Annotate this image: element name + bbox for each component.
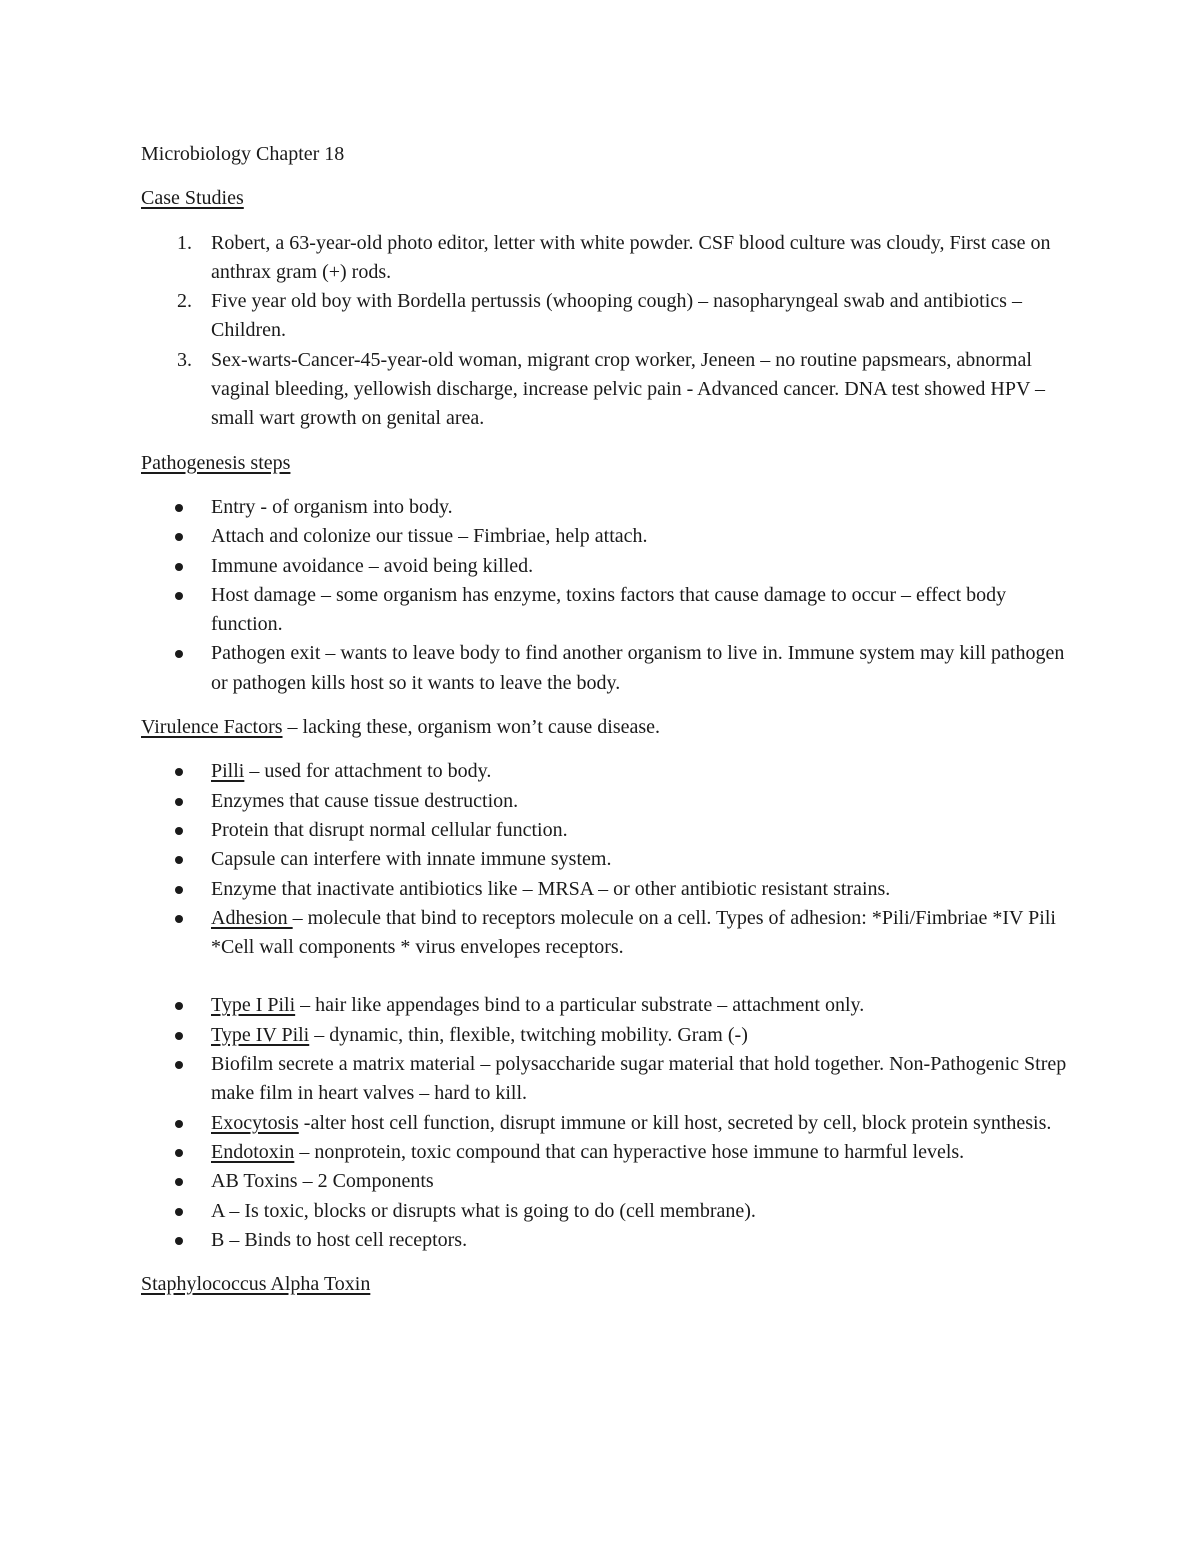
virulence-list-b [141,991,1071,1255]
list-item-term: Exocytosis [211,1111,299,1134]
staph-heading [141,1270,1071,1299]
list-item [141,1138,1071,1167]
list-item [141,346,1071,434]
bullet-icon [175,1208,183,1216]
list-item-text: – used for attachment to body. [244,760,492,783]
bullet-icon [175,915,183,923]
blank-line [141,962,1071,991]
case-studies-heading-text: Case Studies [141,187,244,210]
list-item-text: B – Binds to host cell receptors. [211,1228,468,1251]
list-item [141,875,1071,904]
bullet-icon [175,1149,183,1157]
list-item [141,904,1071,963]
bullet-icon [175,1237,183,1245]
list-item [141,1050,1071,1109]
bullet-icon [175,592,183,600]
bullet-icon [175,856,183,864]
list-item-text: -alter host cell function, disrupt immune or kill host, secreted by cell, block protein synthesis. [298,1111,1052,1134]
list-item [141,1197,1071,1226]
bullet-icon [175,1002,183,1010]
list-item-term: Pilli [211,760,245,783]
list-item-text: AB Toxins – 2 Components [211,1170,434,1193]
list-number: 1. [177,231,192,254]
list-item-text: Entry - of organism into body. [211,495,453,518]
staph-heading-text: Staphylococcus Alpha Toxin [141,1273,371,1296]
bullet-icon [175,1120,183,1128]
bullet-icon [175,533,183,541]
document-title: Microbiology Chapter 18 [141,143,345,165]
list-item [141,287,1071,346]
bullet-icon [175,504,183,512]
list-item-text: – nonprotein, toxic compound that can hyperactive hose immune to harmful levels. [294,1140,965,1163]
pathogenesis-heading [141,449,1071,478]
list-item-text: – molecule that bind to receptors molecule on a cell. Types of adhesion: *Pili/Fimbriae *IV Pili *Cell wall components * virus envelopes receptors. [211,906,1056,959]
list-item-text: A – Is toxic, blocks or disrupts what is going to do (cell membrane). [211,1199,756,1222]
list-item [141,522,1071,551]
list-item [141,816,1071,845]
list-item-text: Immune avoidance – avoid being killed. [211,554,534,577]
list-item-term: Type I Pili [211,994,296,1017]
list-item [141,1021,1071,1050]
bullet-icon [175,1032,183,1040]
list-item [141,757,1071,786]
bullet-icon [175,768,183,776]
list-item [141,991,1071,1020]
bullet-icon [175,827,183,835]
pathogenesis-list [141,493,1071,698]
list-item-text: Capsule can interfere with innate immune system. [211,848,612,871]
list-item-term: Endotoxin [211,1140,295,1163]
list-item [141,552,1071,581]
list-item-text: – hair like appendages bind to a particular substrate – attachment only. [295,994,865,1017]
case-studies-list [141,229,1071,434]
list-item-text: Protein that disrupt normal cellular function. [211,818,568,841]
document-page [141,140,1071,1314]
case-studies-heading [141,184,1071,213]
pathogenesis-heading-text: Pathogenesis steps [141,451,291,474]
list-item-term: Type IV Pili [211,1023,310,1046]
virulence-heading-text: Virulence Factors [141,716,283,739]
bullet-icon [175,1178,183,1186]
list-item-text: Robert, a 63-year-old photo editor, letter with white powder. CSF blood culture was cloudy, First case on anthrax gram (+) rods. [211,231,1051,283]
list-item-text: Five year old boy with Bordella pertussis (whooping cough) – nasopharyngeal swab and antibiotics – Children. [211,290,1022,342]
list-item [141,845,1071,874]
list-number: 2. [177,290,192,313]
list-item [141,1109,1071,1138]
list-item [141,1226,1071,1255]
list-item [141,493,1071,522]
list-number: 3. [177,348,192,371]
list-item-text: Attach and colonize our tissue – Fimbriae, help attach. [211,525,648,548]
bullet-icon [175,1061,183,1069]
bullet-icon [175,650,183,658]
virulence-heading-rest: – lacking these, organism won’t cause disease. [282,716,661,739]
list-item-text: Enzyme that inactivate antibiotics like – MRSA – or other antibiotic resistant strains. [211,877,891,900]
virulence-heading [141,713,1071,742]
virulence-list-a [141,757,1071,962]
list-item [141,787,1071,816]
list-item-text: Enzymes that cause tissue destruction. [211,789,519,812]
list-item-text: – dynamic, thin, flexible, twitching mobility. Gram (-) [309,1023,748,1046]
list-item [141,229,1071,288]
list-item-term: Adhesion [211,906,293,929]
bullet-icon [175,563,183,571]
list-item-text: Biofilm secrete a matrix material – polysaccharide sugar material that hold together. Non-Pathogenic Strep make film in heart valves – hard to kill. [211,1053,1067,1105]
list-item-text: Sex-warts-Cancer-45-year-old woman, migrant crop worker, Jeneen – no routine papsmears, abnormal vaginal bleeding, yellowish discharge, increase pelvic pain - Advanced cancer. DNA test showed HPV – small wart growth on genital area. [211,348,1046,430]
list-item-text: Host damage – some organism has enzyme, toxins factors that cause damage to occur – effect body function. [211,583,1007,636]
bullet-icon [175,886,183,894]
bullet-icon [175,798,183,806]
list-item [141,1167,1071,1196]
list-item [141,639,1071,698]
list-item-text: Pathogen exit – wants to leave body to find another organism to live in. Immune system may kill pathogen or pathogen kills host so it wants to leave the body. [211,642,1065,694]
list-item [141,581,1071,640]
